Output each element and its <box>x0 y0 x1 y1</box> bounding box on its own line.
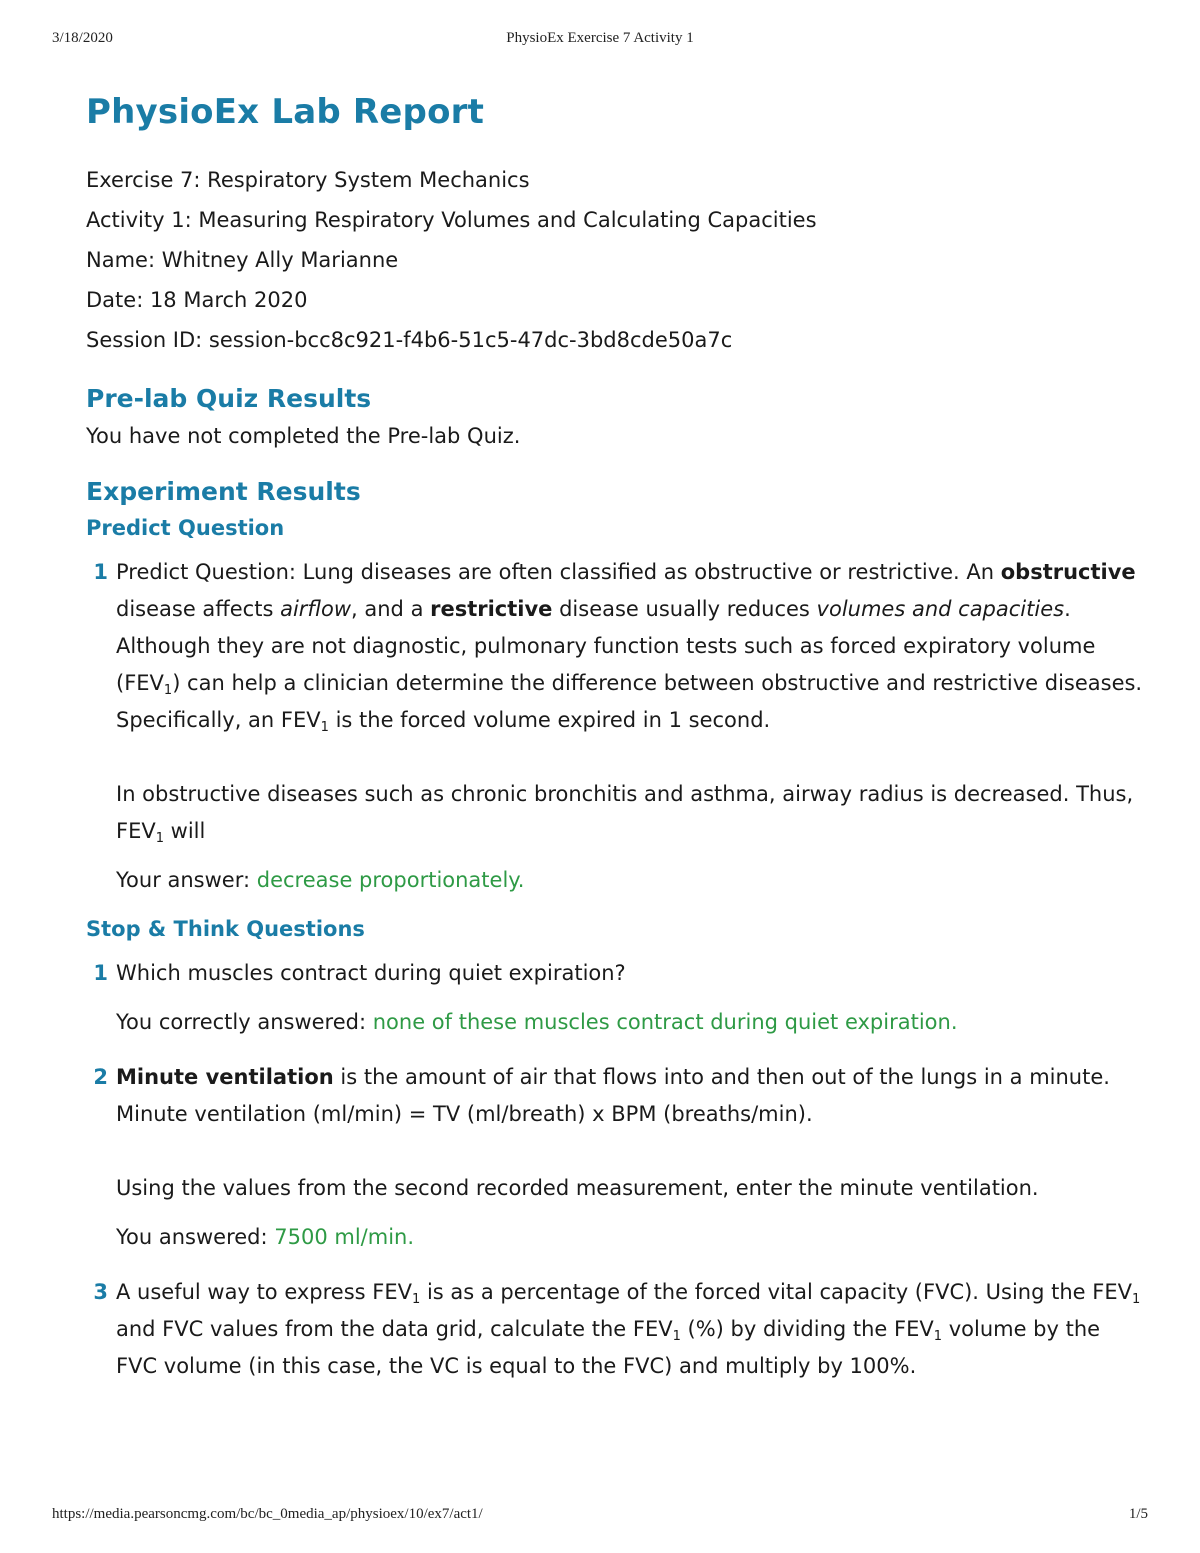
prelab-heading: Pre-lab Quiz Results <box>86 384 372 413</box>
print-title: PhysioEx Exercise 7 Activity 1 <box>506 30 694 46</box>
student-name: Name: Whitney Ally Marianne <box>86 248 399 272</box>
answer-value: decrease proportionately. <box>256 868 525 892</box>
report-title: PhysioEx Lab Report <box>86 92 485 132</box>
activity-line: Activity 1: Measuring Respiratory Volumes and Calculating Capacities <box>86 208 817 232</box>
stop-think-question-2 <box>86 1059 1146 1256</box>
answer-label: You correctly answered: <box>116 1010 373 1034</box>
predict-question <box>86 554 1146 899</box>
stop-think-question-3 <box>86 1274 1146 1385</box>
question-answer <box>116 1004 1146 1041</box>
question-number: 3 <box>93 1280 108 1304</box>
stop-think-heading: Stop & Think Questions <box>86 917 365 941</box>
question-text: Which muscles contract during quiet expiration? <box>116 961 626 985</box>
question-text: Minute ventilation is the amount of air that flows into and then out of the lungs in a minute. Minute ventilation (ml/min) = TV (ml/breath) x BPM (breaths/min). Using the values from the second recorded measurement, enter the minute ventilation. <box>116 1065 1110 1200</box>
answer-value: 7500 ml/min. <box>274 1225 415 1249</box>
predict-heading: Predict Question <box>86 516 285 540</box>
stop-think-question-1 <box>86 955 1146 1041</box>
answer-label: You answered: <box>116 1225 275 1249</box>
question-number: 1 <box>93 560 108 584</box>
answer-label: Your answer: <box>116 868 257 892</box>
report-date: Date: 18 March 2020 <box>86 288 308 312</box>
prelab-message: You have not completed the Pre-lab Quiz. <box>86 424 521 448</box>
print-footer <box>52 1506 1148 1526</box>
exercise-line: Exercise 7: Respiratory System Mechanics <box>86 168 530 192</box>
question-answer <box>116 1219 1146 1256</box>
question-number: 2 <box>93 1065 108 1089</box>
question-text: A useful way to express $FEV_1$ is as a percentage of the forced vital capacity (FVC). Using the $FEV_1$ and FVC values from the data grid, calculate the $FEV_1$ (%) by dividing the $FEV_1$ volume by the FVC volume (in this case, the VC is equal to the FVC) and multiply by 100%. <box>116 1280 1141 1378</box>
session-id: Session ID: session-bcc8c921-f4b6-51c5-47dc-3bd8cde50a7c <box>86 328 733 352</box>
experiment-heading: Experiment Results <box>86 477 361 506</box>
answer-value: none of these muscles contract during quiet expiration. <box>372 1010 958 1034</box>
predict-answer <box>116 862 1146 899</box>
question-text: Predict Question: Lung diseases are often classified as obstructive or restrictive. An obstructive disease affects airflow, and a restrictive disease usually reduces volumes and capacities. Although they are not diagnostic, pulmonary function tests such as forced expiratory volume $(FEV_1)$ can help a clinician determine the difference between obstructive and restrictive diseases. Specifically, an $FEV_1$ is the forced volume expired in 1 second. In obstructive diseases such as chronic bronchitis and asthma, airway radius is decreased. Thus, $FEV_1$ will <box>116 560 1143 846</box>
page-url[interactable]: https://media.pearsoncmg.com/bc/bc_0media_ap/physioex/10/ex7/act1/ <box>52 1506 483 1522</box>
print-header <box>52 30 1148 50</box>
report-content <box>86 92 1146 1403</box>
page-number: 1/5 <box>1128 1506 1148 1522</box>
print-date: 3/18/2020 <box>52 30 113 46</box>
question-number: 1 <box>93 961 108 985</box>
